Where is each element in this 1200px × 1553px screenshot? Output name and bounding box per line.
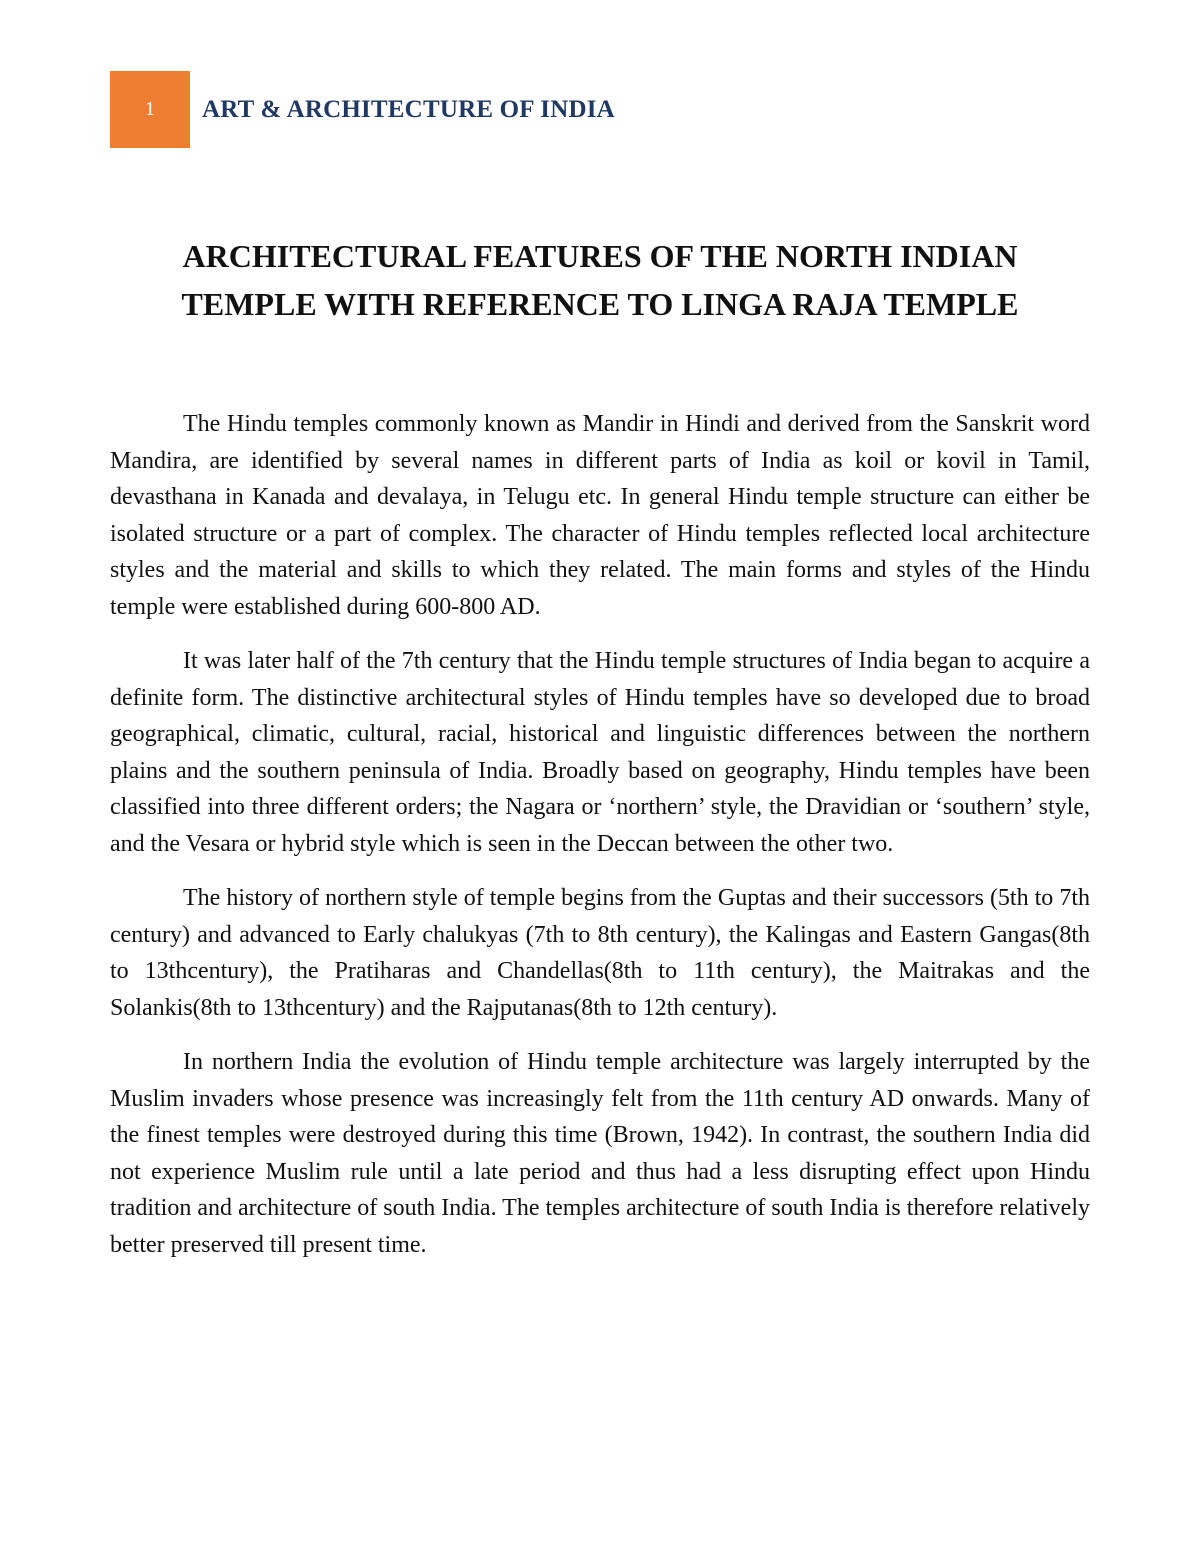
page-number-box: [110, 71, 190, 148]
title-line-2: TEMPLE WITH REFERENCE TO LINGA RAJA TEMPLE: [181, 286, 1019, 322]
paragraph-4: In northern India the evolution of Hindu temple architecture was largely interrupted by the Muslim invaders whose presence was increasingly felt from the 11th century AD onwards. Many of the finest temples were destroyed during this time (Brown, 1942). In contrast, the southern India did not experience Muslim rule until a late period and thus had a less disrupting effect upon Hindu tradition and architecture of south India. The temples architecture of south India is therefore relatively better preserved till present time.: [110, 1049, 1090, 1258]
title-line-1: ARCHITECTURAL FEATURES OF THE NORTH INDIAN: [182, 238, 1018, 274]
paragraph-3: The history of northern style of temple begins from the Guptas and their successors (5th to 7th century) and advanced to Early chalukyas (7th to 8th century), the Kalingas and Eastern Gangas(8th to 13thcentury), the Pratiharas and Chandellas(8th to 11th century), the Maitrakas and the Solankis(8th to 13thcentury) and the Rajputanas(8th to 12th century).: [110, 885, 1090, 1021]
page-header: [110, 71, 615, 148]
body-text: [110, 406, 1090, 1281]
page-number: 1: [145, 98, 155, 120]
paragraph-1: The Hindu temples commonly known as Mandir in Hindi and derived from the Sanskrit word Mandira, are identified by several names in different parts of India as koil or kovil in Tamil, devasthana in Kanada and devalaya, in Telugu etc. In general Hindu temple structure can either be isolated structure or a part of complex. The character of Hindu temples reflected local architecture styles and the material and skills to which they related. The main forms and styles of the Hindu temple were established during 600-800 AD.: [110, 411, 1090, 620]
paragraph-2: It was later half of the 7th century that the Hindu temple structures of India began to acquire a definite form. The distinctive architectural styles of Hindu temples have so developed due to broad geographical, climatic, cultural, racial, historical and linguistic differences between the northern plains and the southern peninsula of India. Broadly based on geography, Hindu temples have been classified into three different orders; the Nagara or ‘northern’ style, the Dravidian or ‘southern’ style, and the Vesara or hybrid style which is seen in the Deccan between the other two.: [110, 648, 1090, 857]
document-title: [110, 232, 1090, 328]
running-title: ART & ARCHITECTURE OF INDIA: [202, 95, 615, 123]
